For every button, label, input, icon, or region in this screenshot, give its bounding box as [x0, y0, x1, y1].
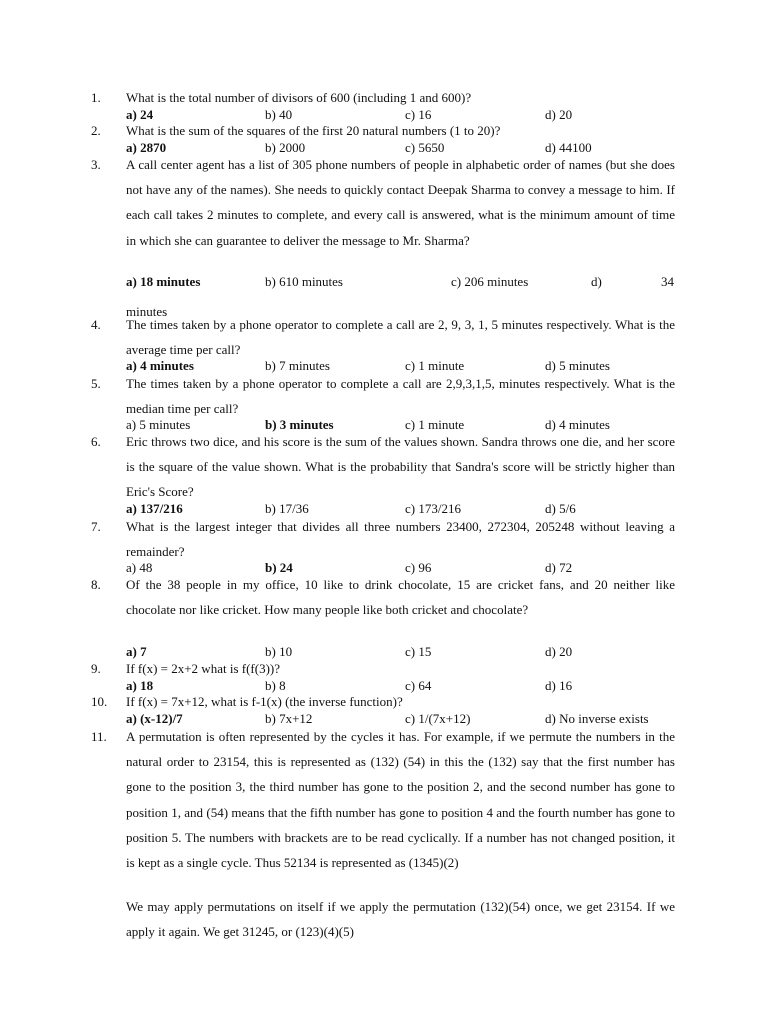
answer-option-correct: b) 3 minutes [265, 417, 334, 432]
question-text: The times taken by a phone operator to complete a call are 2,9,3,1,5, minutes respectively. What is the median time per call? [126, 376, 675, 417]
question-text: If f(x) = 7x+12, what is f-1(x) (the inverse function)? [126, 694, 403, 709]
answer-option: c) 173/216 [405, 501, 461, 516]
question-number: 2. [91, 123, 101, 138]
answer-option: d) 20 [545, 644, 573, 659]
answer-option-correct: a) (x-12)/7 [126, 711, 183, 726]
answer-option-correct: a) 7 [126, 644, 147, 659]
answer-option: d) 4 minutes [545, 417, 610, 432]
question-text: What is the largest integer that divides all three numbers 23400, 272304, 205248 without leaving a remainder? [126, 519, 675, 560]
answer-options [0, 273, 768, 290]
answer-options [0, 677, 768, 694]
answer-option: b) 8 [265, 678, 286, 693]
answer-option-correct: a) 18 [126, 678, 154, 693]
answer-option: d) 72 [545, 560, 573, 575]
answer-option: b) 610 minutes [265, 274, 343, 289]
question-number: 1. [91, 90, 101, 105]
answer-option: d) 5 minutes [545, 358, 610, 373]
answer-option: c) 96 [405, 560, 432, 575]
answer-option: d) 44100 [545, 140, 592, 155]
question-number: 3. [91, 157, 101, 172]
answer-option: d) [591, 274, 602, 289]
answer-option-correct: a) 2870 [126, 140, 167, 155]
answer-option: c) 1 minute [405, 417, 465, 432]
answer-option: c) 5650 [405, 140, 445, 155]
question-number: 4. [91, 317, 101, 332]
answer-option-correct: a) 4 minutes [126, 358, 194, 373]
answer-option: a) 48 [126, 560, 153, 575]
answer-option: b) 40 [265, 107, 293, 122]
answer-option: b) 7 minutes [265, 358, 330, 373]
answer-option: b) 7x+12 [265, 711, 313, 726]
answer-option-correct: a) 24 [126, 107, 154, 122]
question-number: 7. [91, 519, 101, 534]
answer-option: d) No inverse exists [545, 711, 649, 726]
answer-option: c) 206 minutes [451, 274, 529, 289]
question-text: The times taken by a phone operator to complete a call are 2, 9, 3, 1, 5 minutes respectively. What is the average time per call? [126, 317, 675, 358]
question-number: 5. [91, 376, 101, 391]
answer-option: b) 10 [265, 644, 293, 659]
answer-option: b) 2000 [265, 140, 306, 155]
answer-option: b) 17/36 [265, 501, 309, 516]
question-text: What is the sum of the squares of the first 20 natural numbers (1 to 20)? [126, 123, 501, 138]
question-text: Eric throws two dice, and his score is the sum of the values shown. Sandra throws one die, and her score is the square of the value shown. What is the probability that Sandra's score will be strictly higher than Eric's Score? [126, 434, 675, 500]
question-text: If f(x) = 2x+2 what is f(f(3))? [126, 661, 280, 676]
answer-option-correct: b) 24 [265, 560, 293, 575]
question-number: 9. [91, 661, 101, 676]
answer-option: a) 5 minutes [126, 417, 191, 432]
answer-option-correct: a) 18 minutes [126, 274, 201, 289]
question-text: Of the 38 people in my office, 10 like to drink chocolate, 15 are cricket fans, and 20 neither like chocolate nor like cricket. How many people like both cricket and chocolate? [126, 577, 675, 618]
question-continuation: We may apply permutations on itself if we apply the permutation (132)(54) once, we get 23154. If we apply it again. We get 31245, or (123)(4)(5) [126, 899, 675, 940]
answer-option: c) 1/(7x+12) [405, 711, 471, 726]
answer-option: d) 16 [545, 678, 573, 693]
answer-option-correct: a) 137/216 [126, 501, 183, 516]
question-number: 8. [91, 577, 101, 592]
answer-option: c) 16 [405, 107, 432, 122]
question-number: 11. [91, 729, 107, 744]
answer-option: d) 20 [545, 107, 573, 122]
answer-option: 34 [661, 274, 674, 289]
answer-options [0, 106, 768, 123]
question-text: A permutation is often represented by the cycles it has. For example, if we permute the numbers in the natural order to 23154, this is represented as (132) (54) in this the (132) say that the first number has gone to the position 3, the third number has gone to the position 2, and the second number has gone to position 1, and (54) means that the fifth number has gone to position 4 and the fourth number has gone to position 5. The numbers with brackets are to be read cyclically. If a number has not changed position, it is kept as a single cycle. Thus 52134 is represented as (1345)(2) [126, 729, 675, 871]
question-text: What is the total number of divisors of 600 (including 1 and 600)? [126, 90, 472, 105]
question-continuation: minutes [126, 304, 168, 319]
question-number: 10. [91, 694, 108, 709]
answer-option: c) 1 minute [405, 358, 465, 373]
answer-option: d) 5/6 [545, 501, 576, 516]
answer-option: c) 64 [405, 678, 432, 693]
question-text: A call center agent has a list of 305 phone numbers of people in alphabetic order of names (but she does not have any of the names). She needs to quickly contact Deepak Sharma to convey a message to him. If each call takes 2 minutes to complete, and every call is answered, what is the minimum amount of time in which she can guarantee to deliver the message to Mr. Sharma? [126, 157, 675, 248]
answer-option: c) 15 [405, 644, 432, 659]
question-number: 6. [91, 434, 101, 449]
answer-options [0, 643, 768, 660]
